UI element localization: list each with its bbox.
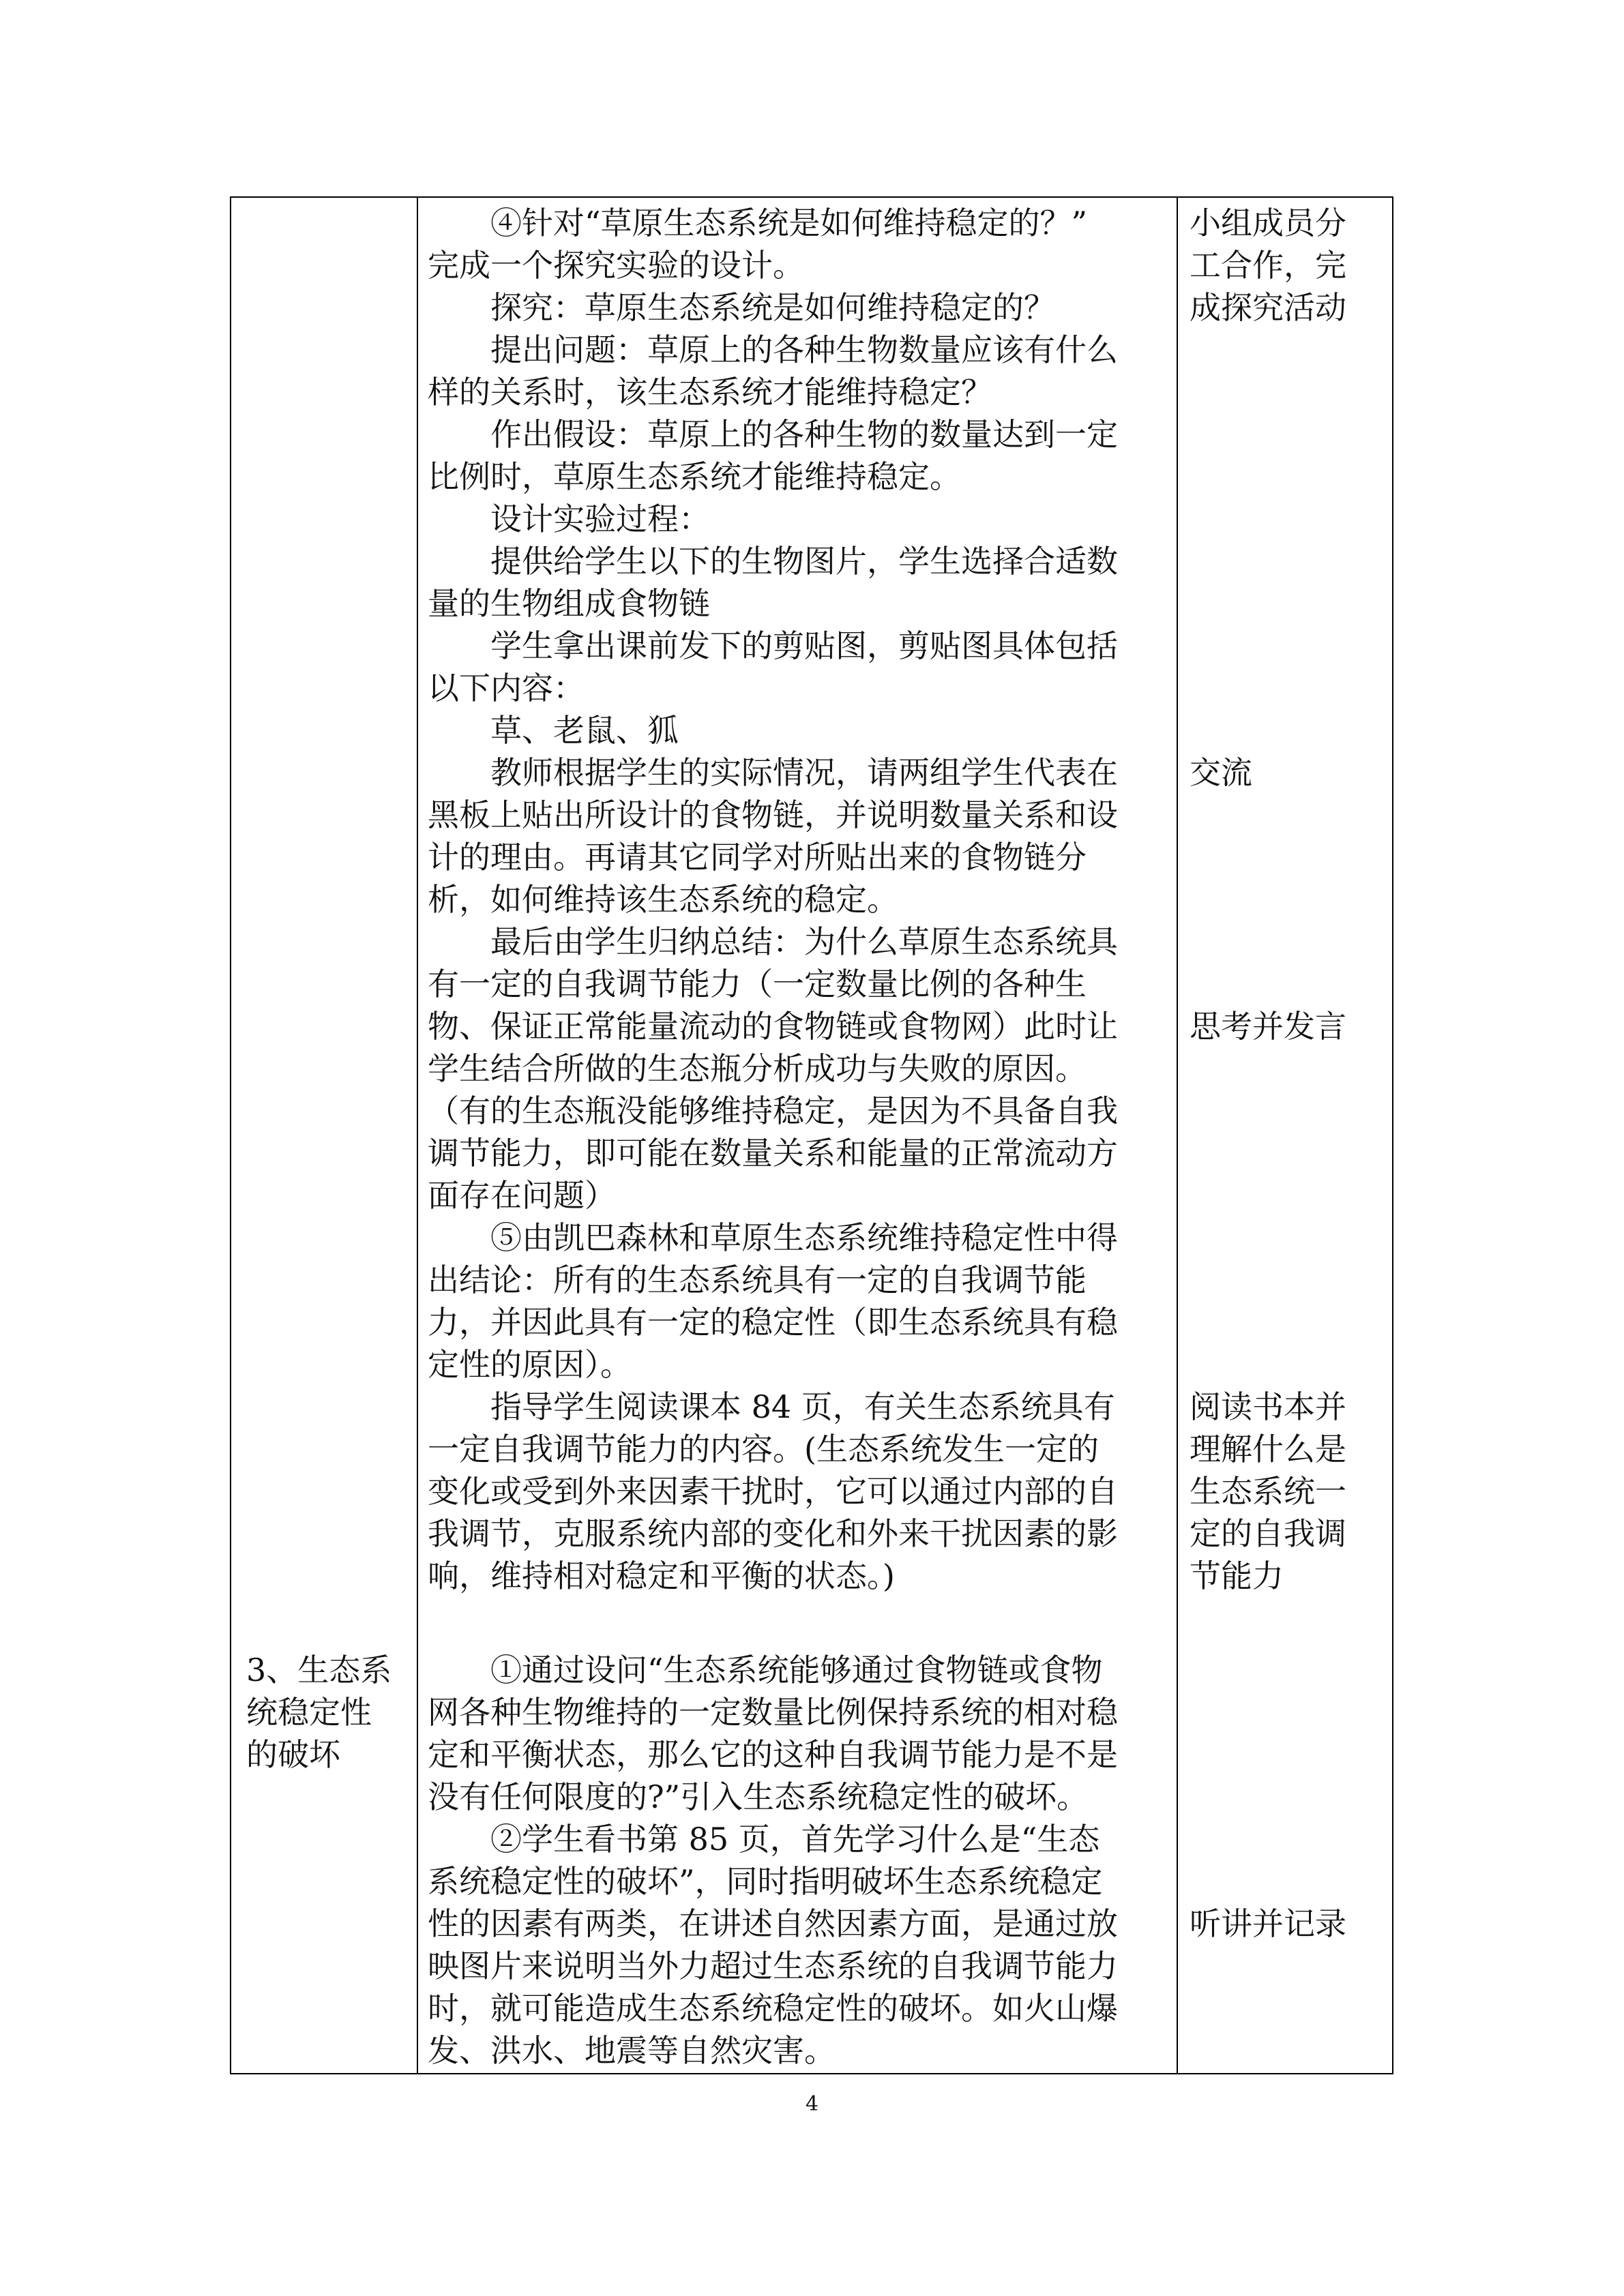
content-line: 作出假设：草原上的各种生物的数量达到一定 <box>428 416 1118 453</box>
content-line: 响，维持相对稳定和平衡的状态。) <box>428 1557 895 1594</box>
content-line: 有一定的自我调节能力（一定数量比例的各种生 <box>428 966 1087 1002</box>
content-line: 量的生物组成食物链 <box>428 585 710 622</box>
content-line: 我调节，克服系统内部的变化和外来干扰因素的影 <box>428 1515 1118 1552</box>
page-number: 4 <box>805 2092 819 2116</box>
content-line: 出结论：所有的生态系统具有一定的自我调节能 <box>428 1262 1087 1298</box>
content-line: 性的因素有两类，在讲述自然因素方面，是通过放 <box>428 1905 1118 1942</box>
content-line: 物、保证正常能量流动的食物链或食物网）此时让 <box>428 1008 1118 1045</box>
content-line <box>428 1597 1178 1639</box>
content-line: 没有任何限度的?”引入生态系统稳定性的破坏。 <box>428 1778 1089 1815</box>
content-line: 定和平衡状态，那么它的这种自我调节能力是不是 <box>428 1736 1118 1773</box>
content-line: 草、老鼠、狐 <box>428 712 679 749</box>
activity-line: 交流 <box>1190 754 1252 791</box>
content-line: 提供给学生以下的生物图片，学生选择合适数 <box>428 543 1118 580</box>
content-line: 映图片来说明当外力超过生态系统的自我调节能力 <box>428 1948 1118 1984</box>
content-line: 计的理由。再请其它同学对所贴出来的食物链分 <box>428 839 1087 876</box>
lesson-table <box>230 196 1393 2074</box>
section-title-line: 3、生态系 <box>246 1652 392 1688</box>
content-line: 发、洪水、地震等自然灾害。 <box>428 2032 836 2069</box>
content-line: 变化或受到外来因素干扰时，它可以通过内部的自 <box>428 1473 1118 1510</box>
activity-line: 工合作，完 <box>1190 247 1346 284</box>
content-line: 最后由学生归纳总结：为什么草原生态系统具 <box>428 923 1118 960</box>
content-line: 力，并因此具有一定的稳定性（即生态系统具有稳 <box>428 1304 1118 1341</box>
content-line: （有的生态瓶没能够维持稳定，是因为不具备自我 <box>428 1092 1118 1129</box>
content-line: 设计实验过程： <box>428 501 710 537</box>
activity-line: 听讲并记录 <box>1190 1905 1346 1942</box>
activity-line: 节能力 <box>1190 1557 1284 1594</box>
activity-line: 理解什么是 <box>1190 1431 1346 1467</box>
content-line: 提出问题：草原上的各种生物数量应该有什么 <box>428 331 1118 368</box>
content-line: 探究：草原生态系统是如何维持稳定的？ <box>428 289 1055 326</box>
content-line: 定性的原因）。 <box>428 1346 632 1383</box>
activity-line: 思考并发言 <box>1190 1008 1346 1045</box>
content-line: 一定自我调节能力的内容。(生态系统发生一定的 <box>428 1431 1099 1467</box>
content-line: 时，就可能造成生态系统稳定性的破坏。如火山爆 <box>428 1990 1118 2027</box>
content-line: 面存在问题） <box>428 1177 616 1214</box>
content-line: ②学生看书第 85 页，首先学习什么是“生态 <box>428 1821 1100 1858</box>
activity-line: 阅读书本并 <box>1190 1388 1346 1425</box>
activity-line: 成探究活动 <box>1190 289 1346 326</box>
content-line: 系统稳定性的破坏”，同时指明破坏生态系统稳定 <box>428 1863 1103 1900</box>
content-line: 析，如何维持该生态系统的稳定。 <box>428 881 898 918</box>
column-divider-1 <box>417 198 418 2073</box>
content-line: 样的关系时，该生态系统才能维持稳定？ <box>428 374 992 411</box>
content-line: 以下内容： <box>428 670 585 706</box>
section-title-line: 统稳定性 <box>246 1694 372 1731</box>
content-line: 学生拿出课前发下的剪贴图，剪贴图具体包括 <box>428 627 1118 664</box>
content-line: 指导学生阅读课本 84 页，有关生态系统具有 <box>428 1388 1115 1425</box>
content-line: 网各种生物维持的一定数量比例保持系统的相对稳 <box>428 1694 1118 1731</box>
activity-line: 小组成员分 <box>1190 205 1346 241</box>
content-line: ④针对“草原生态系统是如何维持稳定的？” <box>428 205 1088 241</box>
content-line: 比例时，草原生态系统才能维持稳定。 <box>428 458 961 495</box>
content-line: 完成一个探究实验的设计。 <box>428 247 804 284</box>
content-line: 黑板上贴出所设计的食物链，并说明数量关系和设 <box>428 796 1118 833</box>
content-line: ⑤由凯巴森林和草原生态系统维持稳定性中得 <box>428 1219 1118 1256</box>
content-line: 学生结合所做的生态瓶分析成功与失败的原因。 <box>428 1050 1087 1087</box>
section-title-line: 的破坏 <box>246 1736 340 1773</box>
content-line: 调节能力，即可能在数量关系和能量的正常流动方 <box>428 1135 1118 1172</box>
content-line: ①通过设问“生态系统能够通过食物链或食物 <box>428 1652 1103 1688</box>
activity-line: 生态系统一 <box>1190 1473 1346 1510</box>
content-line: 教师根据学生的实际情况，请两组学生代表在 <box>428 754 1118 791</box>
activity-line: 定的自我调 <box>1190 1515 1346 1552</box>
